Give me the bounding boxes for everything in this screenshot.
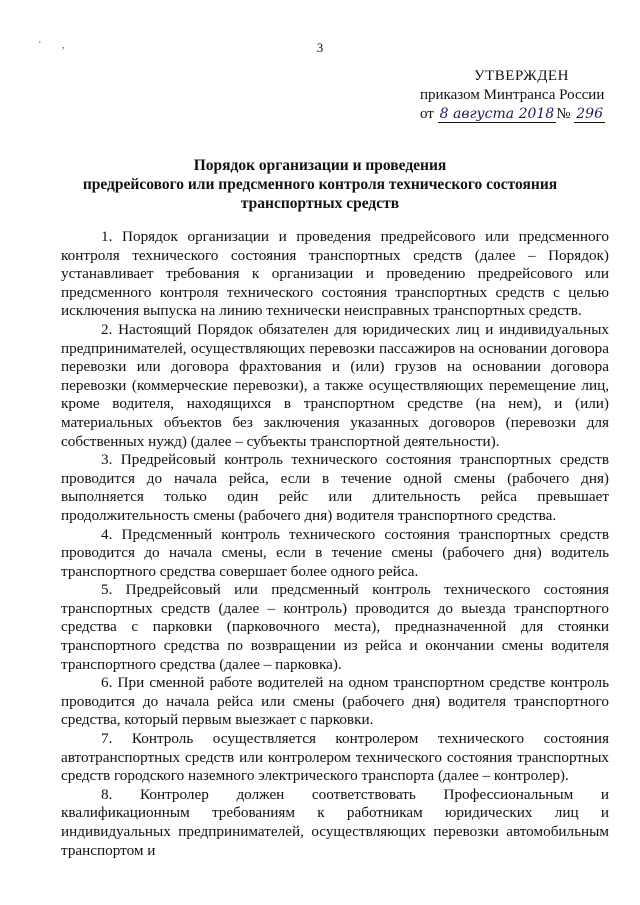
title-line: Порядок организации и проведения: [193, 157, 447, 174]
document-body: [61, 228, 609, 860]
scan-mark: ': [39, 40, 41, 51]
document-title: [60, 156, 580, 213]
handwritten-number: 296: [576, 106, 603, 122]
page-number: 3: [316, 40, 324, 55]
paragraph-5: 5. Предрейсовый или предсменный контроль технического состояния транспортных средств (далее – контроль) проводится до выезда транспортного средства с парковки (парковочного места), предназначенной для стоянки транспортного средства по возвращении из рейса и окончании смены водителя транспортного средства (далее – парковка).: [61, 581, 609, 673]
paragraph-7: 7. Контроль осуществляется контролером технического состояния автотранспортных средств или контролером технического состояния транспортных средств городского наземного электрического транспорта (далее – контролер).: [61, 730, 609, 785]
title-line: транспортных средств: [240, 195, 400, 212]
paragraph-2: 2. Настоящий Порядок обязателен для юридических лиц и индивидуальных предпринимателей, осуществляющих перевозки пассажиров на основании договора перевозки или договора фрахтования и (или) грузов на основании договора перевозки (коммерческие перевозки), а также осуществляющих перемещение лиц, кроме водителя, находящихся в транспортном средстве (на нем), и (или) материальных объектов без заключения указанных договоров (перевозки для собственных нужд) (далее – субъекты транспортной деятельности).: [61, 320, 609, 450]
order-text: приказом Минтранса России: [420, 87, 605, 103]
handwritten-date: 8 августа 2018: [439, 106, 555, 122]
title-line: предрейсового или предсменного контроля технического состояния: [82, 176, 558, 193]
paragraph-4: 4. Предсменный контроль технического состояния транспортных средств проводится до начала смены, если в течение смены (рабочего дня) водитель транспортного средства совершает более одного рейса.: [61, 525, 609, 580]
paragraph-8: 8. Контролер должен соответствовать Профессиональным и квалификационным требованиям к работникам юридических лиц и индивидуальных предпринимателей, осуществляющих перевозки автомобильным транспортом и: [61, 785, 609, 859]
scan-mark: ,: [62, 40, 65, 51]
approved-heading: УТВЕРЖДЕН: [474, 68, 569, 84]
number-prefix: №: [556, 106, 571, 122]
paragraph-6: 6. При сменной работе водителей на одном транспортном средстве контроль проводится до начала рейса или смены (рабочего дня) водителя транспортного средства, который первым выезжает с парковки.: [61, 674, 609, 729]
approval-block: [420, 67, 620, 124]
paragraph-3: 3. Предрейсовый контроль технического состояния транспортных средств проводится до начала рейса, если в течение одной смены (рабочего дня) выполняется только один рейс или длительность рейса превышает продолжительность смены (рабочего дня) водителя транспортного средства.: [61, 451, 609, 524]
order-date-line: [420, 105, 620, 124]
paragraph-1: 1. Порядок организации и проведения предрейсового или предсменного контроля технического состояния транспортных средств (далее – Порядок) устанавливает требования к организации и проведению предрейсового или предсменного контроля технического состояния транспортных средств с целью исключения выпуска на линию технически неисправных транспортных средств.: [61, 228, 609, 320]
date-prefix: от: [420, 106, 434, 122]
